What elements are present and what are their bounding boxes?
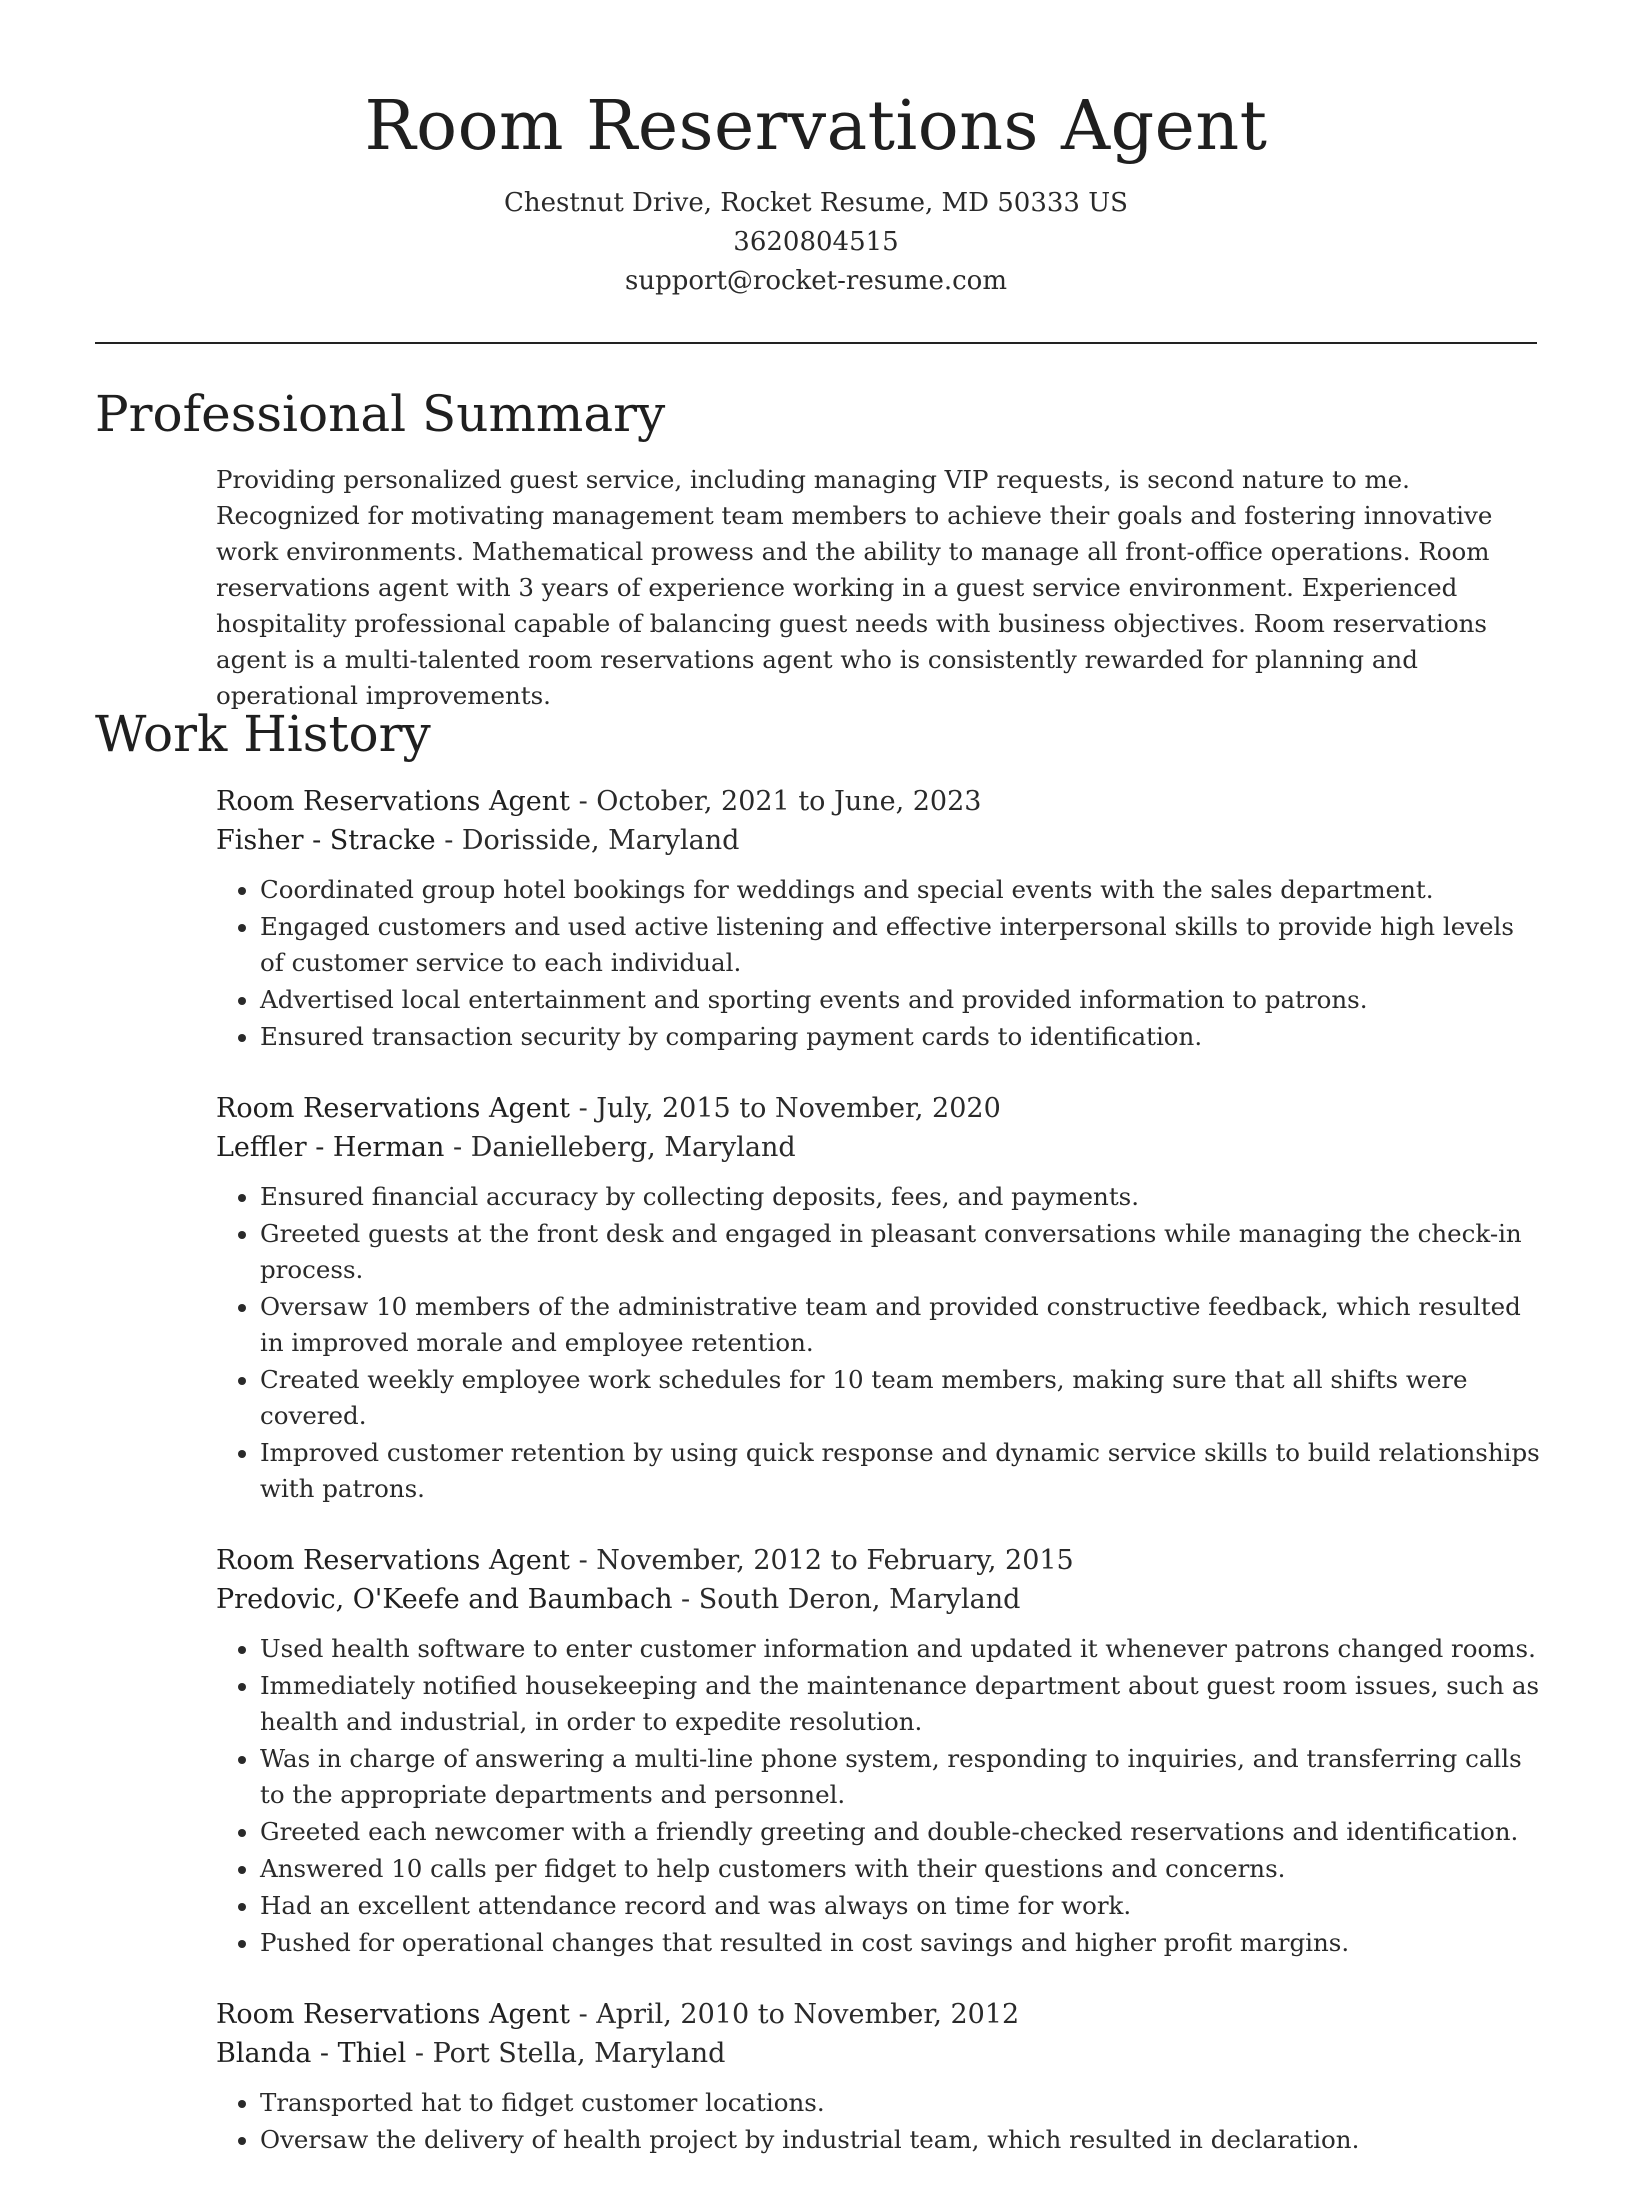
job-bullet: • Created weekly employee work schedules for 10 team members, making sure that all shifts were covered. (260, 1362, 1542, 1434)
job-title: Room Reservations Agent (216, 1545, 570, 1576)
job-company-line (216, 1128, 1542, 1167)
separator: - (570, 1545, 597, 1576)
job-dates: November, 2012 to February, 2015 (596, 1545, 1074, 1576)
job-location: South Deron, Maryland (698, 1584, 1021, 1615)
job-bullet-list (216, 1179, 1542, 1507)
job-bullet: • Greeted each newcomer with a friendly greeting and double-checked reservations and identification. (260, 1814, 1542, 1850)
job-company-line (216, 821, 1542, 860)
contact-address: Chestnut Drive, Rocket Resume, MD 50333 US (504, 188, 1128, 218)
separator: - (444, 1132, 471, 1163)
job-title-line (216, 1541, 1542, 1580)
job-dates: October, 2021 to June, 2023 (596, 786, 982, 817)
separator: - (435, 825, 462, 856)
job-entry (216, 1995, 1542, 2158)
job-bullet-list (216, 872, 1542, 1055)
work-history-heading: Work History (95, 705, 431, 763)
job-bullet: • Advertised local entertainment and sporting events and provided information to patrons. (260, 982, 1542, 1018)
job-bullet-list (216, 1631, 1542, 1961)
job-bullet: • Used health software to enter customer information and updated it whenever patrons changed rooms. (260, 1631, 1542, 1667)
contact-info (95, 184, 1537, 301)
job-bullet: • Oversaw the delivery of health project by industrial team, which resulted in declaration. (260, 2122, 1542, 2158)
job-location: Dorisside, Maryland (461, 825, 740, 856)
job-entry (216, 782, 1542, 1055)
contact-email: support@rocket-resume.com (624, 266, 1007, 296)
job-bullet: • Pushed for operational changes that resulted in cost savings and higher profit margins. (260, 1925, 1542, 1961)
company-name: Fisher - Stracke (216, 825, 436, 856)
job-dates: July, 2015 to November, 2020 (596, 1093, 1001, 1124)
job-bullet-list (216, 2085, 1542, 2158)
separator: - (570, 1999, 597, 2030)
separator: - (406, 2038, 433, 2069)
job-title: Room Reservations Agent (216, 1999, 570, 2030)
job-entry (216, 1089, 1542, 1507)
job-bullet: • Ensured transaction security by comparing payment cards to identification. (260, 1019, 1542, 1055)
job-location: Danielleberg, Maryland (470, 1132, 796, 1163)
job-bullet: • Answered 10 calls per fidget to help customers with their questions and concerns. (260, 1851, 1542, 1887)
job-title-line (216, 782, 1542, 821)
job-dates: April, 2010 to November, 2012 (596, 1999, 1020, 2030)
candidate-name: Room Reservations Agent (364, 87, 1268, 166)
job-bullet: • Immediately notified housekeeping and the maintenance department about guest room issues, such as health and industrial, in order to expedite resolution. (260, 1668, 1542, 1740)
job-bullet: • Oversaw 10 members of the administrative team and provided constructive feedback, which resulted in improved morale and employee retention. (260, 1289, 1542, 1361)
job-company-line (216, 1580, 1542, 1619)
header-divider (95, 342, 1537, 344)
company-name: Predovic, O'Keefe and Baumbach (216, 1584, 673, 1615)
job-company-line (216, 2034, 1542, 2073)
separator: - (570, 786, 597, 817)
job-bullet: • Engaged customers and used active listening and effective interpersonal skills to provide high levels of customer service to each individual. (260, 909, 1542, 981)
company-name: Leffler - Herman (216, 1132, 445, 1163)
job-title: Room Reservations Agent (216, 786, 570, 817)
job-title-line (216, 1089, 1542, 1128)
job-bullet: • Coordinated group hotel bookings for weddings and special events with the sales department. (260, 872, 1542, 908)
company-name: Blanda - Thiel (216, 2038, 407, 2069)
work-history-list (216, 782, 1542, 2192)
resume-header (95, 82, 1537, 301)
summary-text: Providing personalized guest service, including managing VIP requests, is second nature to me. Recognized for motivating management team members to achieve their goals and fostering innovative work environments. Mathematical prowess and the ability to manage all front-office operations. Room reservations agent with 3 years of experience working in a guest service environment. Experienced hospitality professional capable of balancing guest needs with business objectives. Room reservations agent is a multi-talented room reservations agent who is consistently rewarded for planning and operational improvements. (216, 465, 1493, 710)
job-bullet: • Transported hat to fidget customer locations. (260, 2085, 1542, 2121)
job-title-line (216, 1995, 1542, 2034)
contact-phone: 3620804515 (733, 227, 899, 257)
job-bullet: • Improved customer retention by using quick response and dynamic service skills to build relationships with patrons. (260, 1435, 1542, 1507)
job-bullet: • Had an excellent attendance record and was always on time for work. (260, 1888, 1542, 1924)
job-location: Port Stella, Maryland (432, 2038, 726, 2069)
job-entry (216, 1541, 1542, 1961)
separator: - (672, 1584, 699, 1615)
separator: - (570, 1093, 597, 1124)
job-bullet: • Greeted guests at the front desk and engaged in pleasant conversations while managing the check-in process. (260, 1216, 1542, 1288)
job-bullet: • Ensured financial accuracy by collecting deposits, fees, and payments. (260, 1179, 1542, 1215)
summary-heading: Professional Summary (95, 385, 666, 443)
job-bullet: • Was in charge of answering a multi-line phone system, responding to inquiries, and transferring calls to the appropriate departments and personnel. (260, 1741, 1542, 1813)
job-title: Room Reservations Agent (216, 1093, 570, 1124)
